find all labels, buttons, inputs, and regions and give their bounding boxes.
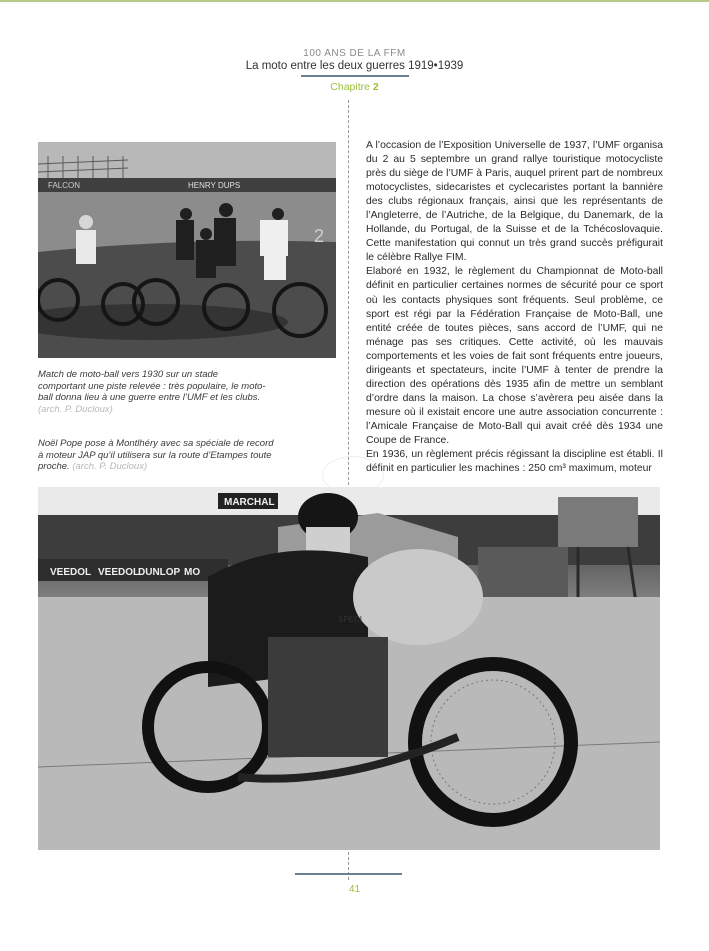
sign-veedol-2: VEEDOL [98, 567, 140, 578]
header-rule [301, 75, 409, 77]
engine [268, 637, 388, 757]
rider-number: 2 [314, 226, 325, 246]
chapter-number: 2 [372, 81, 379, 93]
montlhery-scene [38, 487, 660, 850]
page-number: 41 [348, 884, 361, 895]
caption-motoball-text: Match de moto-ball vers 1930 sur un stade comportant une piste relevée : très populaire, le moto-ball donna lieu à une guerre entre l’UMF et les clubs. [38, 369, 266, 403]
sign-veedol-1: VEEDOL [50, 567, 92, 578]
fuel-tank [353, 549, 483, 645]
top-accent-bar [0, 0, 709, 2]
caption-pope-text: Noël Pope pose à Montlhéry avec sa spéciale de record à moteur JAP qu’il utilisera sur la route d’Etampes toute proche. [38, 438, 274, 472]
sign-marchal: MARCHAL [224, 497, 275, 508]
sign-falcon: FALCON [48, 181, 81, 190]
sign-speciale: SPECI [338, 615, 363, 624]
column-divider [348, 100, 349, 490]
paragraph-1936: En 1936, un règlement précis régissant la discipline est établi. Il définit en particulier les machines : 250 cm³ maximum, moteur [366, 449, 663, 475]
caption-pope-credit: (arch. P. Ducloux) [72, 461, 148, 472]
series-title: 100 ANS DE LA FFM [303, 48, 406, 59]
page-header [0, 48, 709, 93]
footer-divider [348, 852, 349, 880]
caption-motoball-credit: (arch. P. Ducloux) [38, 403, 113, 415]
caption-motoball [38, 369, 268, 415]
sign-mo: MO [184, 567, 201, 578]
photo-noel-pope [38, 487, 660, 850]
timing-tower [558, 497, 638, 547]
caption-pope [38, 438, 278, 473]
sign-henry-dups: HENRY DUPS [188, 181, 241, 190]
chapter-word: Chapitre [330, 81, 370, 93]
article-body [366, 139, 663, 476]
sign-dunlop: DUNLOP [138, 567, 181, 578]
motoball-scene [38, 142, 336, 358]
footer-rule [295, 873, 402, 875]
chapter-label [0, 81, 709, 93]
section-title: La moto entre les deux guerres 1919•1939 [245, 60, 464, 72]
paragraph-motoball-rules: Elaboré en 1932, le règlement du Championnat de Moto-ball définit en particulier certaines normes de sécurité pour ce sport où les contacts physiques sont fréquents. Seul problème, ce sport est régi par la Fédération Française de Moto-Ball, une entité créée de toutes pièces, sans accord de l’UMF, qui ne ménage pas ses critiques. Cette activité, où les mauvais comportements et les voies de fait sont fréquents entre joueurs, dirigeants et spectateurs, incite l’UMF à tenter de prendre la direction des opérations dès 1935 afin de mettre un semblant d’ordre dans la maison. La chose s’avèrera peu aisée dans la mesure où il existait encore une autre association concurrente : l’Amicale Française de Moto-Ball qui avait créé dès 1934 une Coupe de France. [366, 266, 663, 446]
photo-motoball-match [38, 142, 336, 358]
paragraph-rallye: A l’occasion de l’Exposition Universelle de 1937, l’UMF organisa du 2 au 5 septembre un grand rallye touristique motocycliste près du siège de l’UMF à Paris, auquel prirent part de nombreux motocyclistes, sidecaristes et cyclecaristes portant la bannière des clubs régionaux français, ainsi que les représentants de l’Angleterre, de l’Autriche, de la Belgique, du Danemark, de la Hollande, du Portugal, de la Suisse et de la Tchécoslovaquie. Cette manifestation qui connut un très grand succès préfigurait le célèbre Rallye FIM. [366, 140, 663, 264]
